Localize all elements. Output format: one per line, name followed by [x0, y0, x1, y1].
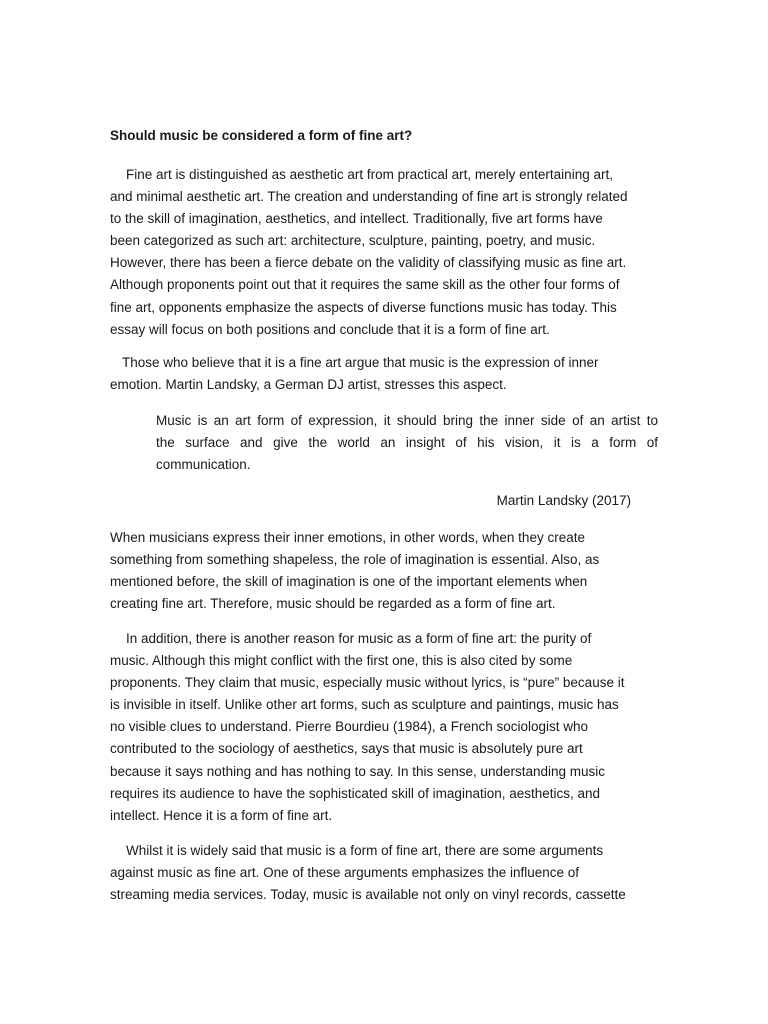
- paragraph-proponents: [110, 352, 658, 396]
- text-line: However, there has been a fierce debate on the validity of classifying music as fine art.: [110, 255, 627, 271]
- text-line: and minimal aesthetic art. The creation and understanding of fine art is strongly related: [110, 189, 628, 205]
- text-line: to the skill of imagination, aesthetics, and intellect. Traditionally, five art forms have: [110, 211, 603, 227]
- quote-line: communication.: [156, 457, 251, 473]
- text-line: Whilst it is widely said that music is a form of fine art, there are some arguments: [126, 843, 604, 858]
- paragraph-purity: [110, 628, 658, 827]
- text-line: In addition, there is another reason for music as a form of fine art: the purity of: [126, 631, 592, 646]
- quote-attribution: Martin Landsky (2017): [496, 493, 631, 508]
- quote-line: the surface and give the world an insight of his vision, it is a form of: [156, 435, 658, 451]
- text-line: no visible clues to understand. Pierre Bourdieu (1984), a French sociologist who: [110, 719, 589, 735]
- text-line: streaming media services. Today, music is available not only on vinyl records, cassette: [110, 887, 626, 903]
- block-quote: [156, 410, 658, 476]
- text-line: essay will focus on both positions and conclude that it is a form of fine art.: [110, 321, 550, 337]
- text-line: intellect. Hence it is a form of fine art.: [110, 807, 333, 823]
- text-line: Those who believe that it is a fine art argue that music is the expression of inner: [122, 355, 599, 370]
- text-line: mentioned before, the skill of imagination is one of the important elements when: [110, 574, 588, 590]
- text-line: been categorized as such art: architecture, sculpture, painting, poetry, and music.: [110, 233, 596, 249]
- text-line: because it says nothing and has nothing to say. In this sense, understanding music: [110, 763, 606, 779]
- text-line: against music as fine art. One of these arguments emphasizes the influence of: [110, 865, 580, 881]
- text-line: creating fine art. Therefore, music should be regarded as a form of fine art.: [110, 596, 556, 612]
- text-line: Although proponents point out that it requires the same skill as the other four forms of: [110, 277, 620, 293]
- essay-title: Should music be considered a form of fine art?: [110, 128, 413, 143]
- text-line: contributed to the sociology of aesthetics, says that music is absolutely pure art: [110, 741, 583, 757]
- text-line: something from something shapeless, the role of imagination is essential. Also, as: [110, 552, 600, 568]
- paragraph-imagination: [110, 527, 658, 615]
- text-line: proponents. They claim that music, especially music without lyrics, is “pure” because it: [110, 675, 625, 691]
- paragraph-counterarguments: [110, 840, 658, 906]
- text-line: When musicians express their inner emotions, in other words, when they create: [110, 530, 585, 545]
- text-line: music. Although this might conflict with the first one, this is also cited by some: [110, 653, 573, 669]
- quote-line: Music is an art form of expression, it should bring the inner side of an artist to: [156, 413, 658, 428]
- paragraph-intro: [110, 164, 658, 341]
- text-line: Fine art is distinguished as aesthetic art from practical art, merely entertaining art,: [126, 167, 613, 182]
- text-line: fine art, opponents emphasize the aspects of diverse functions music has today. This: [110, 299, 617, 315]
- text-line: emotion. Martin Landsky, a German DJ artist, stresses this aspect.: [110, 377, 507, 393]
- text-line: requires its audience to have the sophisticated skill of imagination, aesthetics, and: [110, 785, 601, 801]
- text-line: is invisible in itself. Unlike other art forms, such as sculpture and paintings, music has: [110, 697, 619, 713]
